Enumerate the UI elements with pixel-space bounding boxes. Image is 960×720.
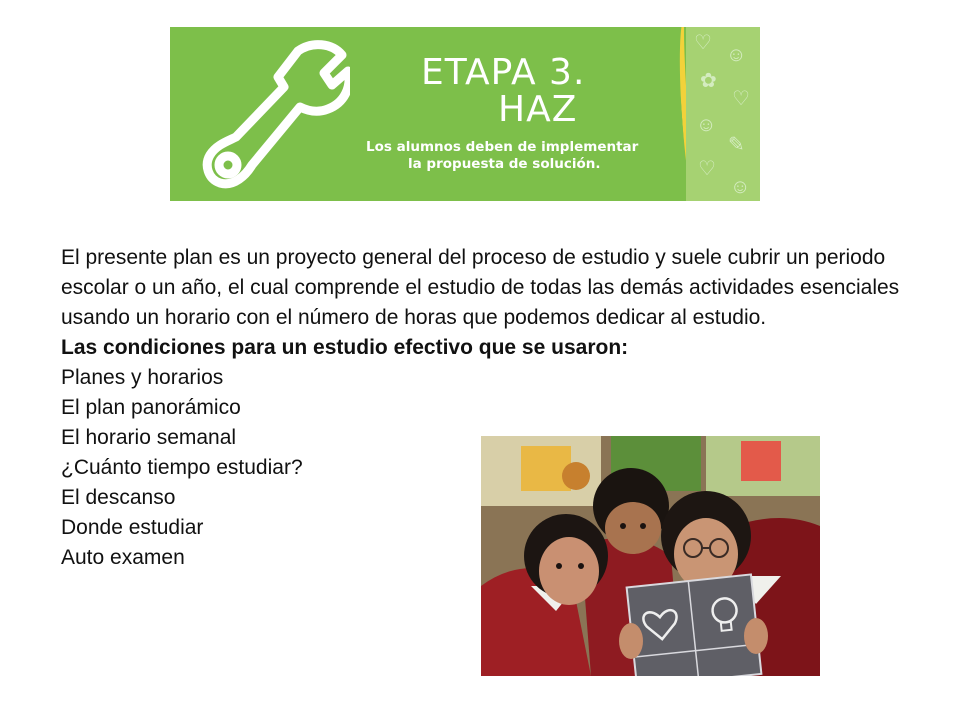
- list-item: El horario semanal: [61, 426, 237, 449]
- intro-paragraph: El presente plan es un proyecto general del proceso de estudio y suele cubrir un periodo escolar o un año, el cual comprende el estudio de todas las demás actividades esenciales usando un horario con el número de horas que podemos dedicar al estudio.: [61, 246, 900, 329]
- stage-number: ETAPA 3.: [421, 52, 586, 93]
- list-item: El descanso: [61, 486, 176, 509]
- list-item: Donde estudiar: [61, 516, 204, 539]
- stage-action: HAZ: [498, 89, 578, 130]
- stage-description-line1: Los alumnos deben de implementar: [366, 139, 639, 155]
- wrench-icon: [200, 37, 350, 197]
- list-item: Planes y horarios: [61, 366, 224, 389]
- students-photo-illustration: [481, 436, 820, 676]
- list-item: Auto examen: [61, 546, 185, 569]
- stage-description-line2: la propuesta de solución.: [408, 156, 601, 172]
- stage-banner: [170, 27, 760, 201]
- list-item: El plan panorámico: [61, 396, 241, 419]
- list-item: ¿Cuánto tiempo estudiar?: [61, 456, 303, 479]
- students-photo: [481, 436, 820, 676]
- stage-description: [366, 139, 676, 173]
- banner-doodle-strip: ♡ ☺ ✿ ♡ ☺ ✎ ♡ ☺: [686, 27, 760, 201]
- conditions-heading: Las condiciones para un estudio efectivo que se usaron:: [61, 336, 629, 359]
